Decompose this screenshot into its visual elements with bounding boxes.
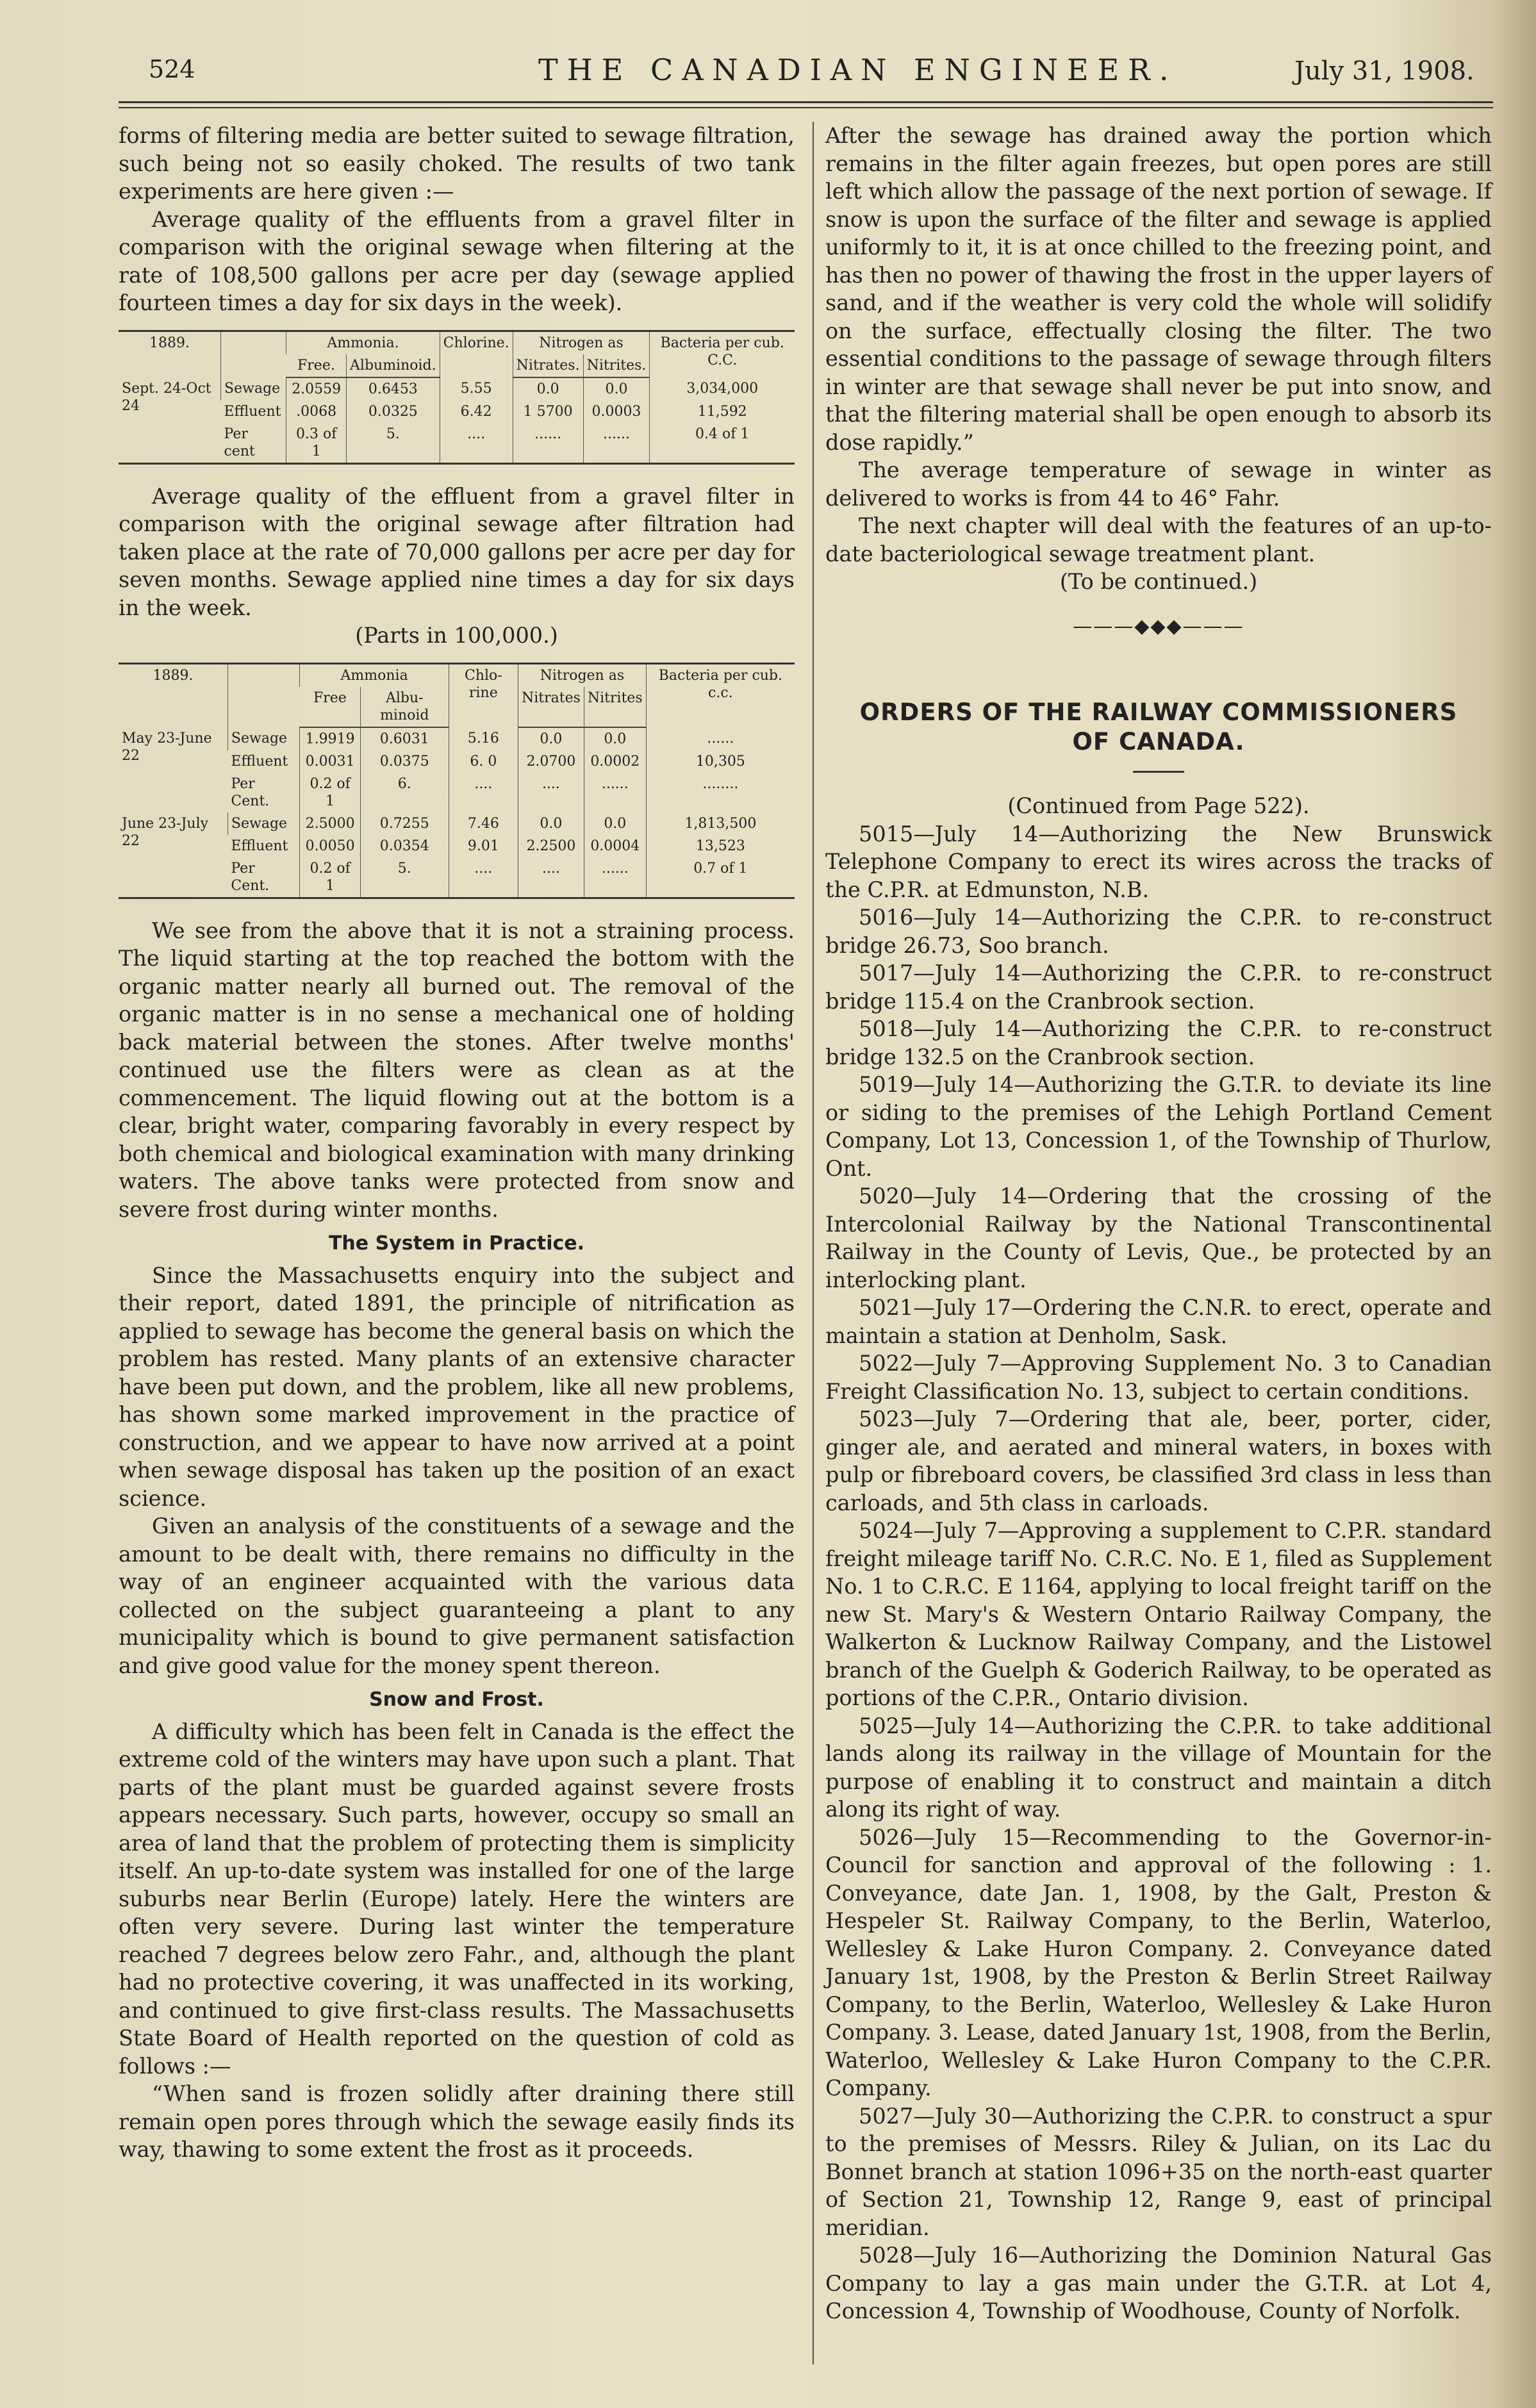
cell-chlorine: .... (449, 857, 518, 898)
cell-nitrites: 0.0003 (583, 400, 650, 423)
row-date: Sept. 24-Oct 24 (122, 380, 211, 414)
running-header (0, 45, 1536, 96)
cell-free: 2.5000 (300, 812, 360, 835)
cell-chlorine: .... (449, 773, 518, 812)
cell-bacteria: 11,592 (650, 400, 795, 423)
order-item: 5021—July 17—Ordering the C.N.R. to erect, operate and maintain a station at Denholm, Sask. (825, 1295, 1492, 1348)
col-label (227, 663, 300, 727)
cell-bacteria: 0.4 of 1 (650, 423, 795, 464)
continued-from: (Continued from Page 522). (1007, 793, 1310, 818)
to-be-continued: (To be continued.) (1059, 569, 1258, 594)
col-albuminoid: Albuminoid. (347, 354, 440, 377)
row-label: Per Cent. (231, 775, 270, 809)
cell-albuminoid: 5. (347, 423, 440, 464)
order-item: 5022—July 7—Approving Supplement No. 3 to Canadian Freight Classification No. 13, subject to certain conditions. (825, 1351, 1492, 1404)
cell-chlorine: 7.46 (449, 812, 518, 835)
order-item: 5023—July 7—Ordering that ale, beer, porter, cider, ginger ale, and aerated and mineral waters, in boxes with pulp or fibreboard covers, be classified 3rd class in less than carloads, and 5th class in carloads. (825, 1406, 1492, 1515)
cell-nitrites: 0.0004 (584, 835, 646, 857)
cell-albuminoid: 6. (360, 773, 449, 812)
cell-bacteria: ...... (646, 727, 795, 750)
issue-date: July 31, 1908. (1294, 56, 1474, 86)
paragraph: Average quality of the effluent from a gravel filter in comparison with the original sewage after filtration had taken place at the rate of 70,000 gallons per acre per day for seven months. Sewage applied nine times a day for six days in the week. (119, 483, 795, 620)
cell-bacteria: 3,034,000 (650, 377, 795, 400)
cell-nitrates: 0.0 (518, 812, 584, 835)
col-chlorine: Chlorine. (440, 331, 513, 377)
column-divider (813, 122, 814, 2364)
cell-albuminoid: 0.6031 (360, 727, 449, 750)
table-row (119, 727, 795, 750)
article-title-line: ORDERS OF THE RAILWAY COMMISSIONERS (859, 698, 1458, 726)
order-item: 5025—July 14—Authorizing the C.P.R. to take additional lands along its railway in the village of Mountain for the purpose of enabling it to construct and maintain a ditch along its right of way. (825, 1713, 1492, 1822)
col-nitrates: Nitrates (518, 687, 584, 727)
order-item: 5019—July 14—Authorizing the G.T.R. to deviate its line or siding to the premises of the Lehigh Portland Cement Company, Lot 13, Concession 1, of the Township of Thurlow, Ont. (825, 1072, 1492, 1181)
col-year: 1889. (149, 334, 190, 351)
col-ammonia: Ammonia. (286, 331, 440, 354)
right-column (825, 122, 1492, 2325)
page-number: 524 (149, 55, 195, 83)
ornament-divider: ———◆◆◆——— (1073, 614, 1244, 638)
cell-chlorine: 6. 0 (449, 750, 518, 773)
cell-nitrites: 0.0002 (584, 750, 646, 773)
cell-nitrates: .... (518, 857, 584, 898)
col-year: 1889. (153, 667, 194, 684)
cell-nitrates: .... (518, 773, 584, 812)
cell-nitrites: ...... (584, 857, 646, 898)
cell-free: 0.0050 (300, 835, 360, 857)
order-item: 5017—July 14—Authorizing the C.P.R. to re-construct bridge 115.4 on the Cranbrook section. (825, 961, 1492, 1014)
paragraph: forms of filtering media are better suited to sewage filtration, such being not so easily choked. The results of two tank experiments are here given :— (119, 123, 795, 204)
col-bacteria: Bacteria per cub. c.c. (646, 663, 795, 727)
cell-nitrites: ...... (583, 423, 650, 464)
title-rule (1133, 771, 1184, 773)
col-free: Free (300, 687, 360, 727)
row-label: Effluent (231, 837, 288, 854)
cell-bacteria: ........ (646, 773, 795, 812)
order-item: 5018—July 14—Authorizing the C.P.R. to re-construct bridge 132.5 on the Cranbrook section. (825, 1016, 1492, 1069)
col-bacteria: Bacteria per cub. C.C. (650, 331, 795, 377)
parts-note: (Parts in 100,000.) (355, 623, 558, 648)
col-free: Free. (286, 354, 347, 377)
order-item: 5027—July 30—Authorizing the C.P.R. to construct a spur to the premises of Messrs. Riley & Julian, on its Lac du Bonnet branch at station 1096+35 on the north-east quarter of Section 21, Township 12, Range 9, east of principal meridian. (825, 2103, 1492, 2240)
order-item: 5020—July 14—Ordering that the crossing of the Intercolonial Railway by the National Transcontinental Railway in the County of Levis, Que., be protected by an interlocking plant. (825, 1183, 1492, 1292)
cell-bacteria: 0.7 of 1 (646, 857, 795, 898)
row-label: Per Cent. (231, 860, 270, 894)
cell-free: 0.2 of 1 (300, 773, 360, 812)
cell-bacteria: 10,305 (646, 750, 795, 773)
order-item: 5016—July 14—Authorizing the C.P.R. to re-construct bridge 26.73, Soo branch. (825, 905, 1492, 958)
cell-albuminoid: 0.0354 (360, 835, 449, 857)
row-date: May 23-June 22 (122, 730, 212, 764)
cell-nitrates: 1 5700 (513, 400, 583, 423)
header-rule-double (119, 107, 1493, 108)
cell-free: 0.2 of 1 (300, 857, 360, 898)
cell-chlorine: 9.01 (449, 835, 518, 857)
table-gravel-filter-108500 (119, 330, 795, 465)
cell-albuminoid: 0.0325 (347, 400, 440, 423)
col-nitrites: Nitrites (584, 687, 646, 727)
cell-albuminoid: 0.6453 (347, 377, 440, 400)
cell-bacteria: 1,813,500 (646, 812, 795, 835)
table-gravel-filter-70000 (119, 663, 795, 899)
order-item: 5015—July 14—Authorizing the New Brunswick Telephone Company to erect its wires across the tracks of the C.P.R. at Edmunston, N.B. (825, 821, 1492, 902)
row-label: Effluent (231, 753, 288, 770)
order-item: 5026—July 15—Recommending to the Governor-in-Council for sanction and approval of the following : 1. Conveyance, date Jan. 1, 1908, by the Galt, Preston & Hespeler St. Railway Company, to the Berlin, Waterloo, Wellesley & Lake Huron Company. 2. Conveyance dated January 1st, 1908, by the Preston & Berlin Street Railway Company, to the Berlin, Waterloo, Wellesley & Lake Huron Company. 3. Lease, dated January 1st, 1908, from the Berlin, Waterloo, Wellesley & Lake Huron Company to the C.P.R. Company. (825, 1824, 1492, 2100)
row-label: Sewage (221, 377, 286, 400)
cell-chlorine: 5.16 (449, 727, 518, 750)
cell-nitrates: ...... (513, 423, 583, 464)
paragraph: A difficulty which has been felt in Canada is the effect the extreme cold of the winters may have upon such a plant. That parts of the plant must be guarded against severe frosts appears necessary. Such parts, however, occupy so small an area of land that the problem of protecting them is simplicity itself. An up-to-date system was installed for one of the large suburbs near Berlin (Europe) lately. Here the winters are often very severe. During last winter the temperature reached 7 degrees below zero Fahr., and, although the plant had no protective covering, it was unaffected in its working, and continued to give first-class results. The Massachusetts State Board of Health reported on the question of cold as follows :— (119, 1719, 795, 2079)
cell-nitrates: 0.0 (518, 727, 584, 750)
col-label (221, 331, 286, 377)
row-label: Sewage (227, 727, 300, 750)
header-rule (119, 101, 1493, 103)
col-nitrogen: Nitrogen as (513, 331, 650, 354)
paragraph: We see from the above that it is not a straining process. The liquid starting at the top reached the bottom with the organic matter nearly all burned out. The removal of the organic matter is in no sense a mechanical one of holding back material between the stones. After twelve months' continued use the filters were as clean as at the commencement. The liquid flowing out at the bottom is a clear, bright water, comparing favorably in every respect by both chemical and biological examination with many drinking waters. The above tanks were protected from snow and severe frost during winter months. (119, 918, 795, 1222)
article-title (825, 698, 1492, 757)
cell-free: 1.9919 (300, 727, 360, 750)
order-item: 5028—July 16—Authorizing the Dominion Natural Gas Company to lay a gas main under the G.T.R. at Lot 4, Concession 4, Township of Woodhouse, County of Norfolk. (825, 2243, 1492, 2323)
article-title-line: OF CANADA. (1072, 728, 1245, 755)
row-label: Sewage (227, 812, 300, 835)
cell-albuminoid: 0.7255 (360, 812, 449, 835)
col-albuminoid: Albu-minoid (360, 687, 449, 727)
cell-nitrates: 2.0700 (518, 750, 584, 773)
col-chlorine: Chlo-rine (449, 663, 518, 727)
cell-nitrites: 0.0 (583, 377, 650, 400)
row-date: June 23-July 22 (122, 815, 209, 849)
quotation: “When sand is frozen solidly after draining there still remain open pores through which the sewage easily finds its way, thawing to some extent the frost as it proceeds. (119, 2081, 795, 2162)
cell-free: .0068 (286, 400, 347, 423)
col-nitrogen: Nitrogen as (518, 663, 646, 687)
paragraph: Average quality of the effluents from a gravel filter in comparison with the original sewage when filtering at the rate of 108,500 gallons per acre per day (sewage applied fourteen times a day for six days in the week). (119, 206, 795, 315)
paragraph: Since the Massachusetts enquiry into the subject and their report, dated 1891, the principle of nitrification as applied to sewage has become the general basis on which the problem has rested. Many plants of an extensive character have been put down, and the problem, like all new problems, has shown some marked improvement in the practice of construction, and we appear to have now arrived at a point when sewage disposal has taken up the position of an exact science. (119, 1262, 795, 1511)
subheading-system-in-practice: The System in Practice. (328, 1232, 585, 1255)
col-nitrates: Nitrates. (513, 354, 583, 377)
table-row (119, 812, 795, 835)
order-item: 5024—July 7—Approving a supplement to C.P.R. standard freight mileage tariff No. C.R.C. No. E 1, filed as Supplement No. 1 to C.R.C. E 1164, applying to local freight tariff on the new St. Mary's & Western Ontario Railway Company, the Walkerton & Lucknow Railway Company, and the Listowel branch of the Guelph & Goderich Railway, to be operated as portions of the C.P.R., Ontario division. (825, 1518, 1492, 1710)
col-ammonia: Ammonia (300, 663, 449, 687)
cell-free: 2.0559 (286, 377, 347, 400)
row-label: Per cent (224, 425, 255, 459)
cell-bacteria: 13,523 (646, 835, 795, 857)
cell-free: 0.0031 (300, 750, 360, 773)
left-column (119, 122, 795, 2164)
subheading-snow-and-frost: Snow and Frost. (369, 1688, 544, 1711)
paragraph: Given an analysis of the constituents of a sewage and the amount to be dealt with, there remains no difficulty in the way of an engineer acquainted with the various data collected on the subject guaranteeing a plant to any municipality which is bound to give permanent satisfaction and give good value for the money spent thereon. (119, 1513, 795, 1678)
cell-chlorine: .... (440, 423, 513, 464)
paragraph: The average temperature of sewage in winter as delivered to works is from 44 to 46° Fahr. (825, 458, 1492, 511)
cell-nitrites: 0.0 (584, 812, 646, 835)
row-label: Effluent (224, 403, 281, 420)
paragraph: The next chapter will deal with the features of an up-to-date bacteriological sewage treatment plant. (825, 513, 1492, 566)
col-nitrites: Nitrites. (583, 354, 650, 377)
cell-albuminoid: 5. (360, 857, 449, 898)
cell-nitrates: 2.2500 (518, 835, 584, 857)
cell-albuminoid: 0.0375 (360, 750, 449, 773)
cell-nitrites: 0.0 (584, 727, 646, 750)
table-row (119, 377, 795, 400)
cell-nitrites: ...... (584, 773, 646, 812)
cell-chlorine: 6.42 (440, 400, 513, 423)
cell-chlorine: 5.55 (440, 377, 513, 400)
cell-nitrates: 0.0 (513, 377, 583, 400)
masthead: THE CANADIAN ENGINEER. (538, 53, 1178, 87)
quotation-continued: After the sewage has drained away the portion which remains in the filter again freezes, but open pores are still left which allow the passage of the next portion of sewage. If snow is upon the surface of the filter and sewage is applied uniformly to it, it is at once chilled to the freezing point, and has then no power of thawing the frost in the upper layers of sand, and if the weather is very cold the whole will solidify on the surface, effectually closing the filter. The two essential conditions to the passage of sewage through filters in winter are that sewage shall never be put into snow, and that the filtering material shall be open enough to absorb its dose rapidly.” (825, 123, 1492, 455)
cell-free: 0.3 of 1 (286, 423, 347, 464)
